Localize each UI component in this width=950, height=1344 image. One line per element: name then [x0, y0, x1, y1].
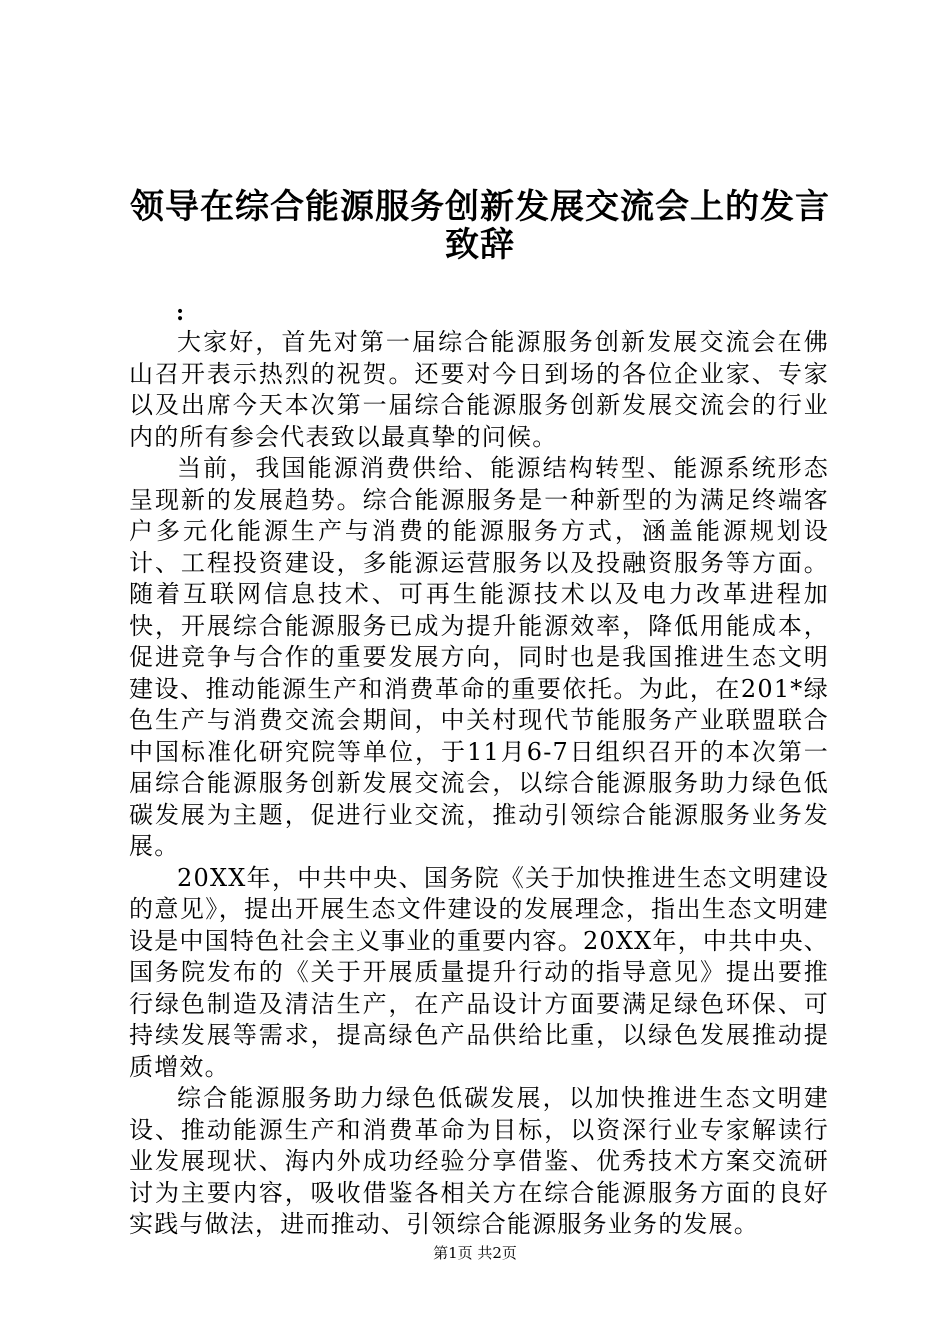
document-title-line-1: 领导在综合能源服务创新发展交流会上的发言	[130, 187, 830, 227]
paragraph-background: 当前，我国能源消费供给、能源结构转型、能源系统形态呈现新的发展趋势。综合能源服务是一种新型的为满足终端客户多元化能源生产与消费的能源服务方式，涵盖能源规划设计、工程投资建设，多能源运营服务以及投融资服务等方面。随着互联网信息技术、可再生能源技术以及电力改革进程加快，开展综合能源服务已成为提升能源效率，降低用能成本，促进竞争与合作的重要发展方向，同时也是我国推进生态文明建设、推动能源生产和消费革命的重要依托。为此，在201*绿色生产与消费交流会期间，中关村现代节能服务产业联盟联合中国标准化研究院等单位，于11月6-7日组织召开的本次第一届综合能源服务创新发展交流会，以综合能源服务助力绿色低碳发展为主题，促进行业交流，推动引领综合能源服务业务发展。	[129, 454, 829, 860]
document-title-line-2: 致辞	[445, 225, 515, 265]
paragraph-greeting: 大家好，首先对第一届综合能源服务创新发展交流会在佛山召开表示热烈的祝贺。还要对今日到场的各位企业家、专家以及出席今天本次第一届综合能源服务创新发展交流会的行业内的所有参会代表致以最真挚的问候。	[129, 328, 829, 451]
page-number-footer: 第1页 共2页	[433, 1244, 517, 1262]
document-body	[129, 327, 829, 1241]
paragraph-goals: 综合能源服务助力绿色低碳发展，以加快推进生态文明建设、推动能源生产和消费革命为目标，以资深行业专家解读行业发展现状、海内外成功经验分享借鉴、优秀技术方案交流研讨为主要内容，吸收借鉴各相关方在综合能源服务方面的良好实践与做法，进而推动、引领综合能源服务业务的发展。	[129, 1084, 829, 1238]
paragraph-policy: 20XX年，中共中央、国务院《关于加快推进生态文明建设的意见》，提出开展生态文件建设的发展理念，指出生态文明建设是中国特色社会主义事业的重要内容。20XX年，中共中央、国务院发布的《关于开展质量提升行动的指导意见》提出要推行绿色制造及清洁生产，在产品设计方面要满足绿色环保、可持续发展等需求，提高绿色产品供给比重，以绿色发展推动提质增效。	[129, 863, 829, 1081]
salutation: :	[176, 300, 185, 326]
